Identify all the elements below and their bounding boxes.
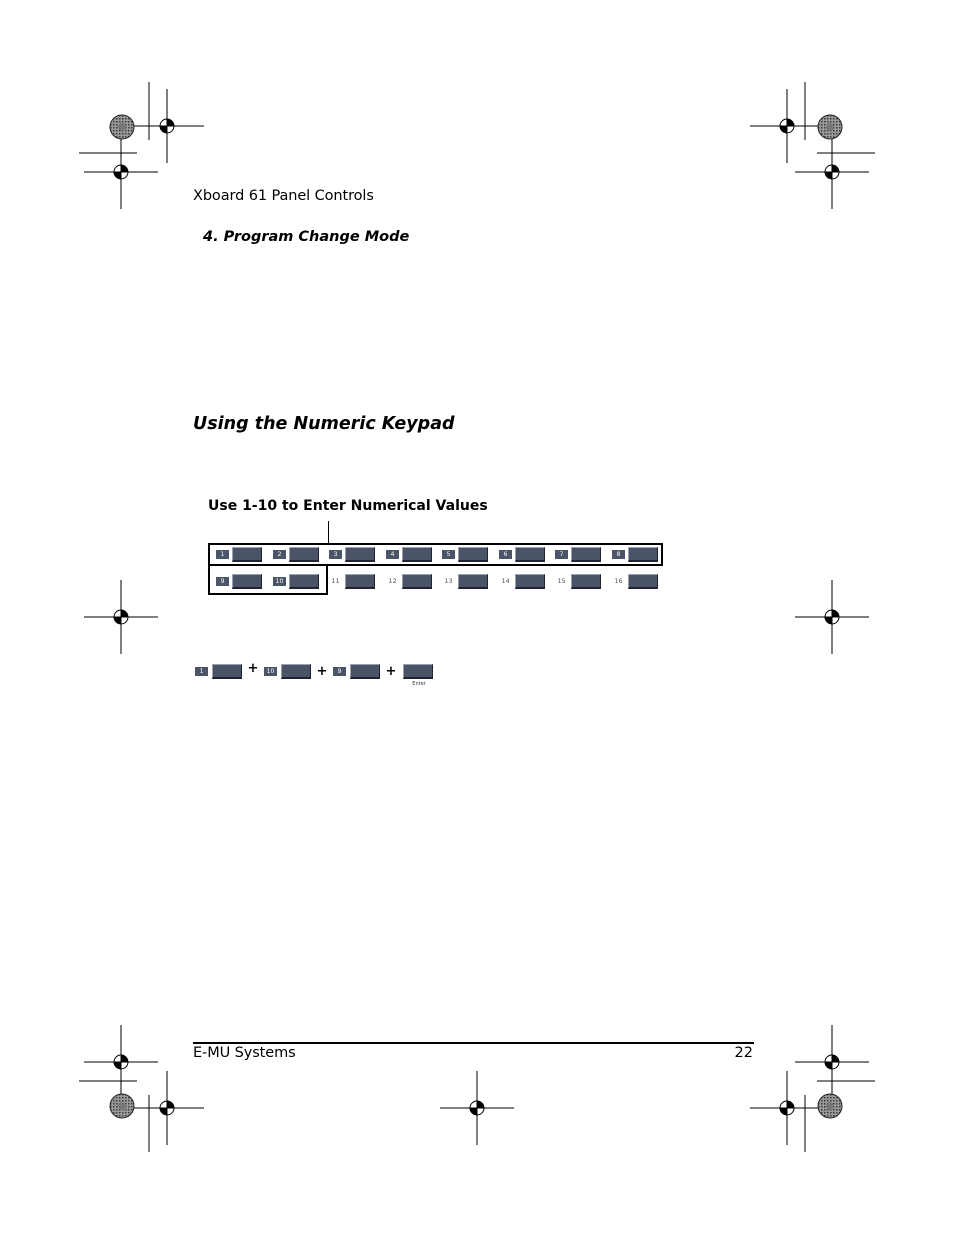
- key-label-13: 13: [444, 577, 453, 585]
- key-label-1: 1: [216, 550, 229, 559]
- key-label-15: 15: [557, 577, 566, 585]
- keypad-button-3: [345, 547, 375, 562]
- key-label-10: 10: [273, 577, 286, 586]
- example-button-1: [212, 664, 242, 679]
- key-label-2: 2: [273, 550, 286, 559]
- key-label-14: 14: [501, 577, 510, 585]
- example-button-10: [281, 664, 311, 679]
- step-heading: 4. Program Change Mode: [203, 229, 410, 245]
- key-label-3: 3: [329, 550, 342, 559]
- key-label-5: 5: [442, 550, 455, 559]
- keypad-button-13: [458, 574, 488, 589]
- key-label-7: 7: [555, 550, 568, 559]
- plus-sign: +: [247, 661, 259, 676]
- keypad-button-9: [232, 574, 262, 589]
- caption-leader-line: [328, 521, 329, 543]
- key-label-11: 11: [331, 577, 340, 585]
- keypad-button-12: [402, 574, 432, 589]
- keypad-button-1: [232, 547, 262, 562]
- key-label-9: 9: [216, 577, 229, 586]
- enter-label: Enter: [412, 681, 426, 687]
- keypad-button-2: [289, 547, 319, 562]
- key-label-16: 16: [614, 577, 623, 585]
- example-button-9: [350, 664, 380, 679]
- plus-sign: +: [316, 664, 328, 679]
- keypad-button-4: [402, 547, 432, 562]
- keypad-button-11: [345, 574, 375, 589]
- section-heading: Using the Numeric Keypad: [193, 414, 455, 434]
- keypad-button-10: [289, 574, 319, 589]
- keypad-button-7: [571, 547, 601, 562]
- example-enter-button: [403, 664, 433, 679]
- keypad-button-15: [571, 574, 601, 589]
- keypad-button-14: [515, 574, 545, 589]
- keypad-button-8: [628, 547, 658, 562]
- page-number: 22: [734, 1045, 753, 1061]
- figure-caption: Use 1-10 to Enter Numerical Values: [208, 498, 488, 514]
- running-header: Xboard 61 Panel Controls: [193, 188, 374, 204]
- key-label-8: 8: [612, 550, 625, 559]
- example-key-label-10: 10: [264, 667, 277, 676]
- example-key-label-1: 1: [195, 667, 208, 676]
- key-label-4: 4: [386, 550, 399, 559]
- keypad-button-16: [628, 574, 658, 589]
- footer-rule: [193, 1042, 754, 1044]
- key-label-6: 6: [499, 550, 512, 559]
- plus-sign: +: [385, 664, 397, 679]
- keypad-button-6: [515, 547, 545, 562]
- keypad-button-5: [458, 547, 488, 562]
- example-key-label-9: 9: [333, 667, 346, 676]
- footer-company: E-MU Systems: [193, 1045, 296, 1061]
- key-label-12: 12: [388, 577, 397, 585]
